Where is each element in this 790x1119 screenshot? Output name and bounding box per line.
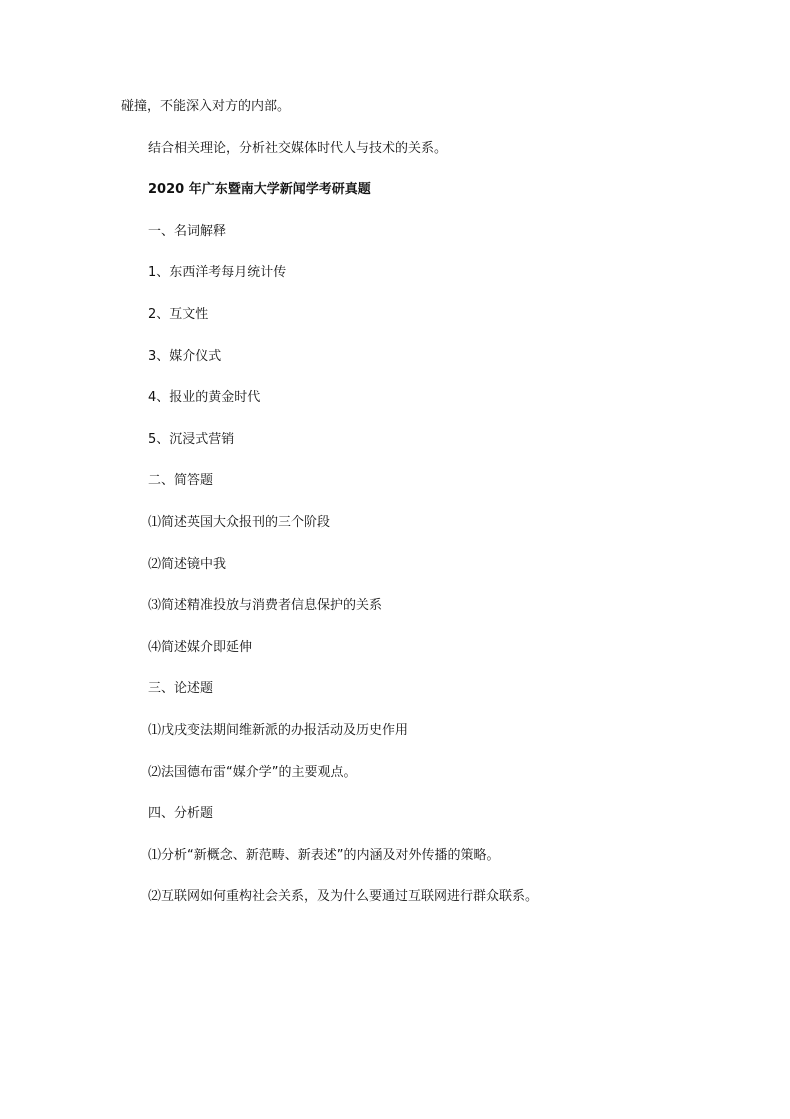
- list-item: 1、东西洋考每月统计传: [148, 265, 287, 280]
- paragraph-continuation: 碰撞，不能深入对方的内部。: [121, 99, 291, 114]
- list-item: ⑶简述精准投放与消费者信息保护的关系: [148, 598, 383, 613]
- list-item: ⑵互联网如何重构社会关系，及为什么要通过互联网进行群众联系。: [148, 889, 539, 904]
- list-item: 3、媒介仪式: [148, 349, 222, 364]
- list-item: ⑴戊戌变法期间维新派的办报活动及历史作用: [148, 723, 409, 738]
- section-heading-3: 三、论述题: [148, 681, 214, 696]
- list-item: 2、互文性: [148, 307, 209, 322]
- section-heading-1: 一、名词解释: [148, 224, 227, 239]
- section-title: 2020 年广东暨南大学新闻学考研真题: [148, 182, 371, 197]
- paragraph-question: 结合相关理论，分析社交媒体时代人与技术的关系。: [148, 141, 448, 156]
- list-item: ⑵简述镜中我: [148, 557, 227, 572]
- list-item: 5、沉浸式营销: [148, 432, 235, 447]
- section-heading-4: 四、分析题: [148, 806, 214, 821]
- list-item: ⑴简述英国大众报刊的三个阶段: [148, 515, 331, 530]
- list-item: 4、报业的黄金时代: [148, 390, 261, 405]
- section-heading-2: 二、简答题: [148, 473, 214, 488]
- list-item: ⑷简述媒介即延伸: [148, 640, 253, 655]
- list-item: ⑴分析“新概念、新范畴、新表述”的内涵及对外传播的策略。: [148, 848, 500, 863]
- list-item: ⑵法国德布雷“媒介学”的主要观点。: [148, 765, 357, 780]
